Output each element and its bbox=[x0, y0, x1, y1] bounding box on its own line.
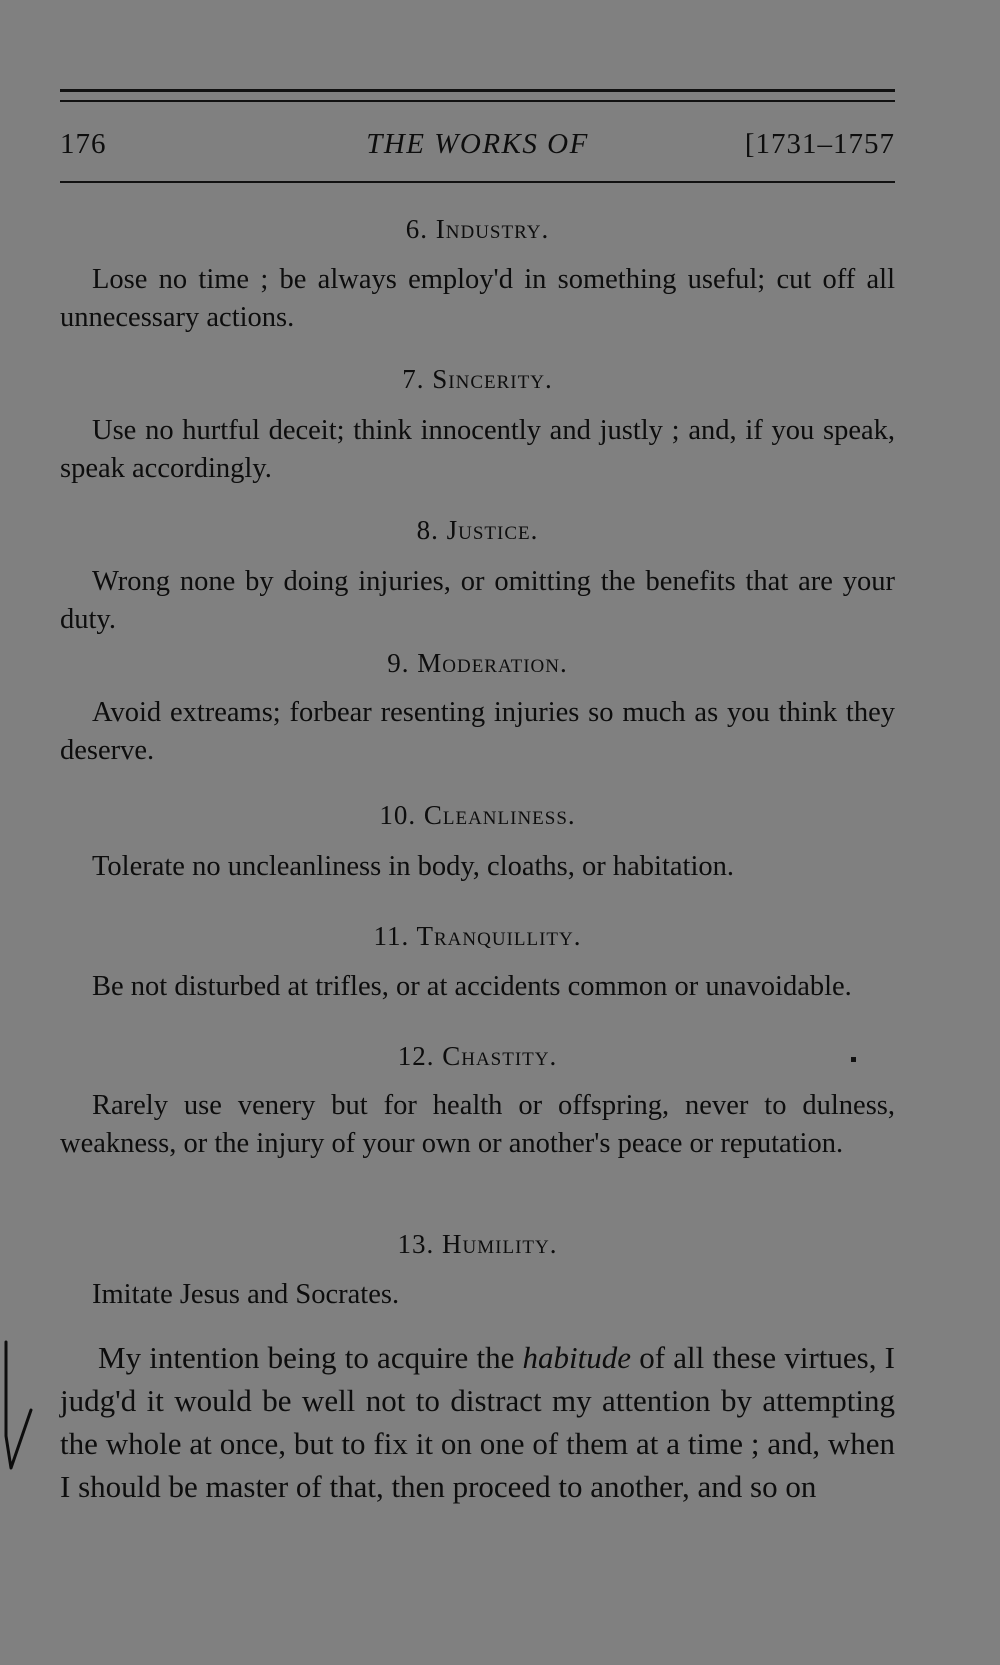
virtue-text-humility: Imitate Jesus and Socrates. bbox=[92, 1279, 400, 1310]
virtue-heading-sincerity: 7. Sincerity. bbox=[402, 364, 553, 394]
date-range: [1731–1757 bbox=[744, 128, 895, 160]
top-rule-inner bbox=[60, 100, 895, 102]
virtue-text-cleanliness: Tolerate no uncleanliness in body, cloaths, or habitation. bbox=[92, 851, 734, 882]
running-title: THE WORKS OF bbox=[366, 128, 589, 160]
closing-text-start: My intention being to acquire the bbox=[98, 1340, 523, 1375]
virtue-text-justice: Wrong none by doing injuries, or omitting the benefits that are your duty. bbox=[60, 566, 895, 635]
virtue-heading-cleanliness: 10. Cleanliness. bbox=[379, 800, 576, 830]
page-number: 176 bbox=[60, 128, 107, 160]
virtue-heading-moderation: 9. Moderation. bbox=[387, 648, 568, 678]
closing-paragraph bbox=[60, 1336, 895, 1508]
running-head bbox=[60, 124, 895, 164]
virtue-heading-tranquillity: 11. Tranquillity. bbox=[373, 921, 582, 951]
virtue-text-tranquillity: Be not disturbed at trifles, or at accidents common or unavoidable. bbox=[92, 971, 852, 1002]
virtue-text-moderation: Avoid extreams; forbear resenting injuries so much as you think they deserve. bbox=[60, 697, 895, 766]
top-rule bbox=[60, 89, 895, 92]
virtue-text-industry: Lose no time ; be always employ'd in something useful; cut off all unnecessary actions. bbox=[60, 264, 895, 333]
virtue-heading-humility: 13. Humility. bbox=[397, 1229, 558, 1259]
virtue-heading-chastity: 12. Chastity. bbox=[397, 1041, 558, 1071]
header-rule bbox=[60, 181, 895, 183]
emphasized-word: habitude bbox=[522, 1340, 632, 1375]
virtue-heading-industry: 6. Industry. bbox=[405, 214, 550, 244]
handwritten-check-icon bbox=[0, 1338, 40, 1470]
virtue-text-sincerity: Use no hurtful deceit; think innocently and justly ; and, if you speak, speak accordingly. bbox=[60, 415, 895, 484]
closing-text-end: of all these virtues, I judg'd it would be well not to distract my attention by attempting the whole at once, but to fix it on one of them at a time ; and, when I should be master of that, then proceed to another, and so on bbox=[60, 1340, 895, 1504]
print-speck bbox=[851, 1057, 856, 1062]
virtue-text-chastity: Rarely use venery but for health or offspring, never to dulness, weakness, or the injury of your own or another's peace or reputation. bbox=[60, 1090, 895, 1159]
book-page bbox=[60, 0, 895, 1665]
virtue-heading-justice: 8. Justice. bbox=[416, 515, 539, 545]
